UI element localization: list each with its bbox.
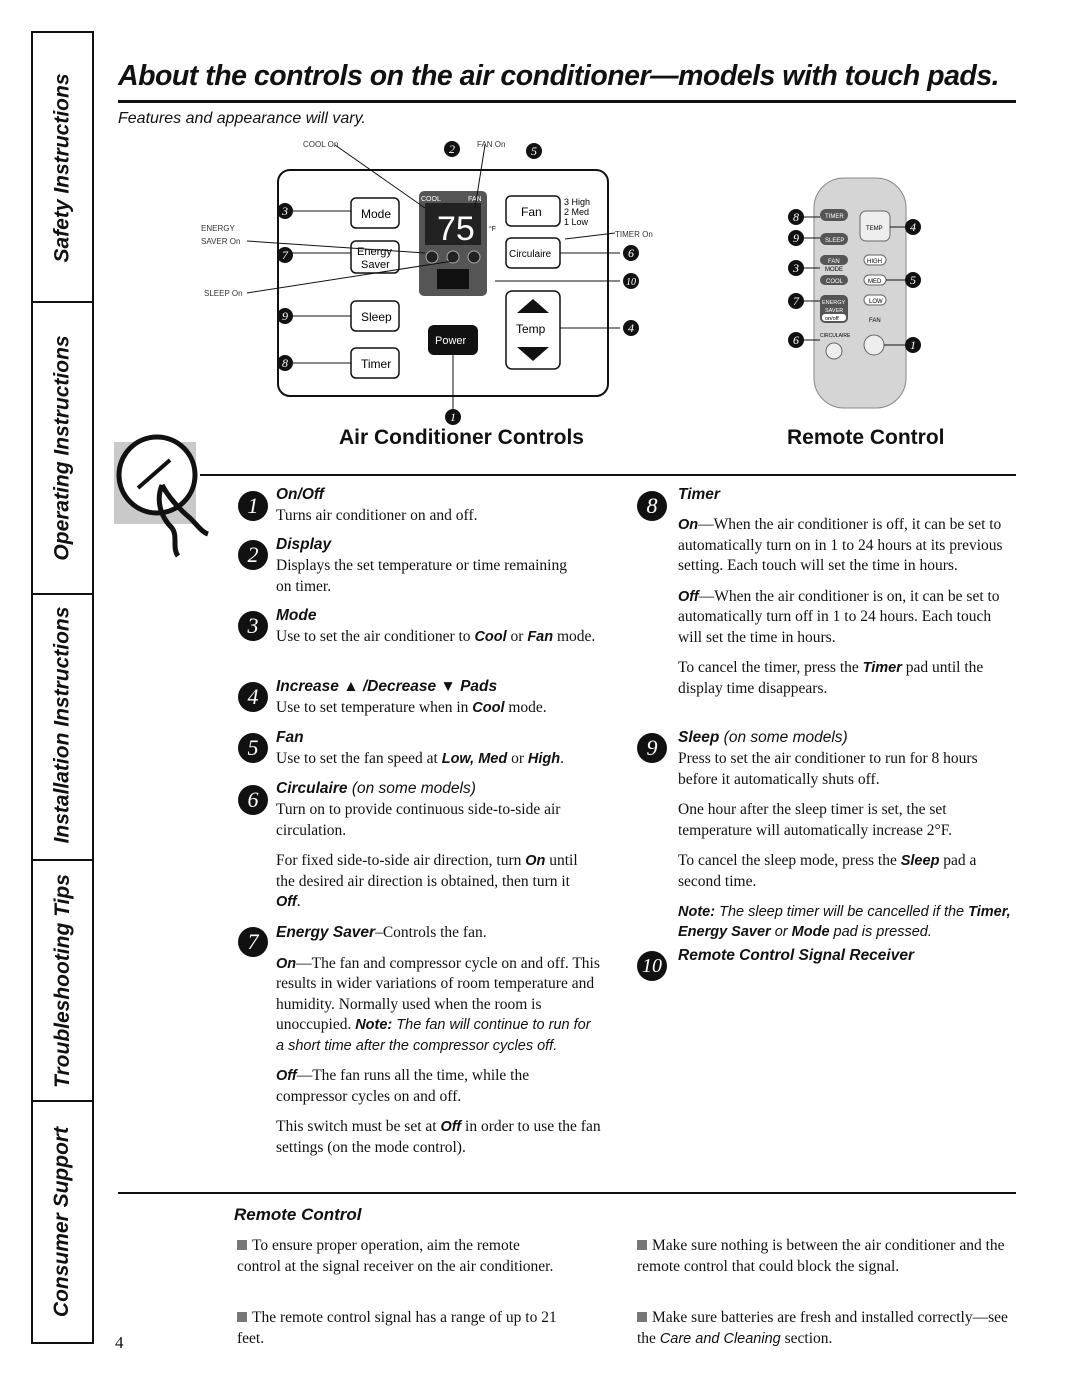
item-number: 10 bbox=[637, 951, 667, 981]
svg-text:°F: °F bbox=[489, 226, 497, 233]
touch-hand-icon bbox=[112, 430, 212, 565]
svg-text:5: 5 bbox=[531, 144, 537, 158]
remote-section-title: Remote Control bbox=[234, 1205, 362, 1224]
svg-text:2 Med: 2 Med bbox=[564, 207, 590, 217]
svg-text:ENERGY: ENERGY bbox=[201, 224, 235, 233]
item-number: 7 bbox=[238, 927, 268, 957]
item-number: 2 bbox=[238, 540, 268, 570]
bottom-rule bbox=[118, 1192, 1016, 1194]
display-temperature: 75 bbox=[437, 210, 475, 248]
svg-text:Temp: Temp bbox=[516, 322, 546, 336]
svg-text:LOW: LOW bbox=[869, 299, 883, 305]
svg-text:FAN: FAN bbox=[869, 318, 881, 324]
svg-text:COOL On: COOL On bbox=[303, 140, 339, 149]
item-body: Use to set the air conditioner to Cool or Fan mode. bbox=[276, 628, 596, 645]
svg-text:FAN On: FAN On bbox=[477, 140, 506, 149]
remote-control-diagram bbox=[782, 175, 932, 415]
control-panel-diagram bbox=[195, 133, 665, 425]
item-title: Increase ▲ /Decrease ▼ Pads bbox=[276, 678, 498, 695]
svg-text:MODE: MODE bbox=[825, 267, 843, 273]
svg-text:TIMER: TIMER bbox=[825, 214, 844, 220]
item-body: Press to set the air conditioner to run for 8 hours before it automatically shuts off. One hour after the sleep timer is set, the set temperature will automatically increase 2°F. To cancel the sleep mode, press the Sleep pad a second time. Note: The sleep timer will be cancelled if the Timer, Energy Saver or Mode pad is pressed. bbox=[678, 750, 1011, 940]
item-number: 6 bbox=[238, 785, 268, 815]
item-body: Turn on to provide continuous side-to-side air circulation. For fixed side-to-side air direction, turn On until the desired air direction is obtained, then turn it Off. bbox=[276, 801, 578, 910]
tab-installation-instructions[interactable] bbox=[33, 595, 92, 855]
circulaire-button bbox=[506, 238, 560, 268]
power-button bbox=[428, 325, 478, 355]
item-number: 3 bbox=[238, 611, 268, 641]
list-item: To ensure proper operation, aim the remote control at the signal receiver on the air conditioner. bbox=[237, 1237, 554, 1275]
tab-label: Safety Instructions bbox=[50, 73, 74, 263]
svg-text:COOL: COOL bbox=[826, 279, 844, 285]
section-rule bbox=[200, 474, 1016, 476]
svg-text:6: 6 bbox=[793, 333, 799, 347]
svg-text:2: 2 bbox=[449, 142, 455, 156]
svg-text:Sleep: Sleep bbox=[361, 310, 392, 324]
svg-text:Mode: Mode bbox=[361, 207, 392, 221]
svg-text:SAVER: SAVER bbox=[825, 308, 844, 314]
item-number: 5 bbox=[238, 733, 268, 763]
svg-text:Circulaire: Circulaire bbox=[509, 249, 552, 260]
svg-text:7: 7 bbox=[282, 248, 288, 262]
svg-text:Power: Power bbox=[435, 335, 467, 347]
fan-button bbox=[506, 196, 560, 226]
energy-saver-button bbox=[351, 241, 399, 273]
page-number: 4 bbox=[115, 1333, 124, 1352]
svg-text:4: 4 bbox=[628, 321, 634, 335]
svg-text:9: 9 bbox=[282, 309, 288, 323]
svg-text:SLEEP On: SLEEP On bbox=[204, 289, 243, 298]
svg-text:3: 3 bbox=[282, 204, 288, 218]
svg-text:10: 10 bbox=[626, 277, 636, 288]
item-title: Circulaire (on some models) bbox=[276, 780, 476, 797]
item-number: 8 bbox=[637, 491, 667, 521]
svg-text:1: 1 bbox=[450, 410, 456, 424]
title-rule bbox=[118, 100, 1016, 103]
item-title: Display bbox=[276, 536, 332, 553]
mode-button bbox=[351, 198, 399, 228]
item-number: 1 bbox=[238, 491, 268, 521]
svg-text:CIRCULAIRE: CIRCULAIRE bbox=[820, 333, 851, 339]
remote-control-heading: Remote Control bbox=[787, 426, 945, 449]
item-title: Sleep (on some models) bbox=[678, 729, 848, 746]
svg-text:TEMP: TEMP bbox=[866, 226, 883, 232]
svg-text:TIMER On: TIMER On bbox=[615, 230, 653, 239]
section-tabs bbox=[31, 31, 94, 1344]
svg-text:FAN: FAN bbox=[828, 259, 840, 265]
item-title: On/Off bbox=[276, 486, 324, 503]
svg-text:Energy: Energy bbox=[357, 246, 392, 258]
svg-text:COOL: COOL bbox=[421, 196, 441, 203]
svg-text:4: 4 bbox=[910, 220, 916, 234]
tab-troubleshooting-tips[interactable] bbox=[33, 861, 92, 1101]
svg-text:SAVER On: SAVER On bbox=[201, 237, 241, 246]
svg-text:8: 8 bbox=[282, 356, 288, 370]
item-title: Fan bbox=[276, 729, 304, 746]
tab-operating-instructions[interactable] bbox=[33, 303, 92, 593]
svg-text:MED: MED bbox=[868, 279, 882, 285]
svg-text:5: 5 bbox=[910, 273, 916, 287]
tab-label: Consumer Support bbox=[50, 1126, 74, 1318]
ac-controls-heading: Air Conditioner Controls bbox=[339, 426, 584, 449]
svg-text:6: 6 bbox=[628, 246, 634, 260]
item-body: Turns air conditioner on and off. bbox=[276, 507, 478, 524]
item-title: Timer bbox=[678, 486, 720, 503]
svg-text:Saver: Saver bbox=[361, 259, 390, 271]
svg-text:ENERGY: ENERGY bbox=[822, 300, 846, 306]
item-title: Mode bbox=[276, 607, 317, 624]
item-body: Displays the set temperature or time remaining on timer. bbox=[276, 557, 567, 595]
svg-text:9: 9 bbox=[793, 231, 799, 245]
tab-label: Operating Instructions bbox=[50, 335, 74, 561]
item-body: Energy Saver–Controls the fan. On—The fan and compressor cycle on and off. This results in wider variations of room temperature and humidity. Normally used when the room is unoccupied. Note: The fan will continue to run for a short time after the compressor cycles off. Off—The fan runs all the time, while the compressor cycles on and off. This switch must be set at Off in order to use the fan settings (on the mode control). bbox=[276, 924, 601, 1156]
list-item: The remote control signal has a range of up to 21 feet. bbox=[237, 1309, 557, 1347]
svg-text:1 Low: 1 Low bbox=[564, 217, 589, 227]
page-subtitle: Features and appearance will vary. bbox=[118, 110, 366, 127]
item-body: Use to set the fan speed at Low, Med or High. bbox=[276, 750, 564, 767]
page-title: About the controls on the air conditioner—models with touch pads. bbox=[118, 60, 1000, 92]
item-body: Use to set temperature when in Cool mode. bbox=[276, 699, 547, 716]
svg-text:7: 7 bbox=[793, 294, 799, 308]
svg-text:3 High: 3 High bbox=[564, 197, 591, 207]
tab-safety-instructions[interactable] bbox=[33, 33, 92, 303]
svg-text:HIGH: HIGH bbox=[867, 259, 882, 265]
list-item: Make sure batteries are fresh and installed correctly—see the Care and Cleaning section. bbox=[637, 1309, 1008, 1347]
tab-label: Installation Instructions bbox=[50, 606, 74, 844]
list-item: Make sure nothing is between the air conditioner and the remote control that could block the signal. bbox=[637, 1237, 1005, 1275]
svg-text:on/off: on/off bbox=[825, 316, 839, 322]
svg-text:8: 8 bbox=[793, 210, 799, 224]
svg-text:1: 1 bbox=[910, 338, 916, 352]
timer-button bbox=[351, 348, 399, 378]
svg-text:Fan: Fan bbox=[521, 205, 542, 219]
tab-label: Troubleshooting Tips bbox=[50, 874, 74, 1088]
svg-text:3: 3 bbox=[793, 261, 799, 275]
item-number: 4 bbox=[238, 682, 268, 712]
item-body: On—When the air conditioner is off, it can be set to automatically turn on in 1 to 24 hours at its previous setting. Each touch will set the time in hours. Off—When the air conditioner is on, it can be set to automatically turn off in 1 to 24 hours. Each touch will set the time in hours. To cancel the timer, press the Timer pad until the display time disappears. bbox=[678, 516, 1003, 697]
tab-consumer-support[interactable] bbox=[33, 1102, 92, 1342]
sleep-button bbox=[351, 301, 399, 331]
item-title: Remote Control Signal Receiver bbox=[678, 947, 915, 964]
svg-text:FAN: FAN bbox=[468, 196, 482, 203]
item-number: 9 bbox=[637, 733, 667, 763]
svg-text:Timer: Timer bbox=[361, 357, 392, 371]
temp-buttons bbox=[506, 291, 560, 369]
svg-text:SLEEP: SLEEP bbox=[825, 238, 845, 244]
